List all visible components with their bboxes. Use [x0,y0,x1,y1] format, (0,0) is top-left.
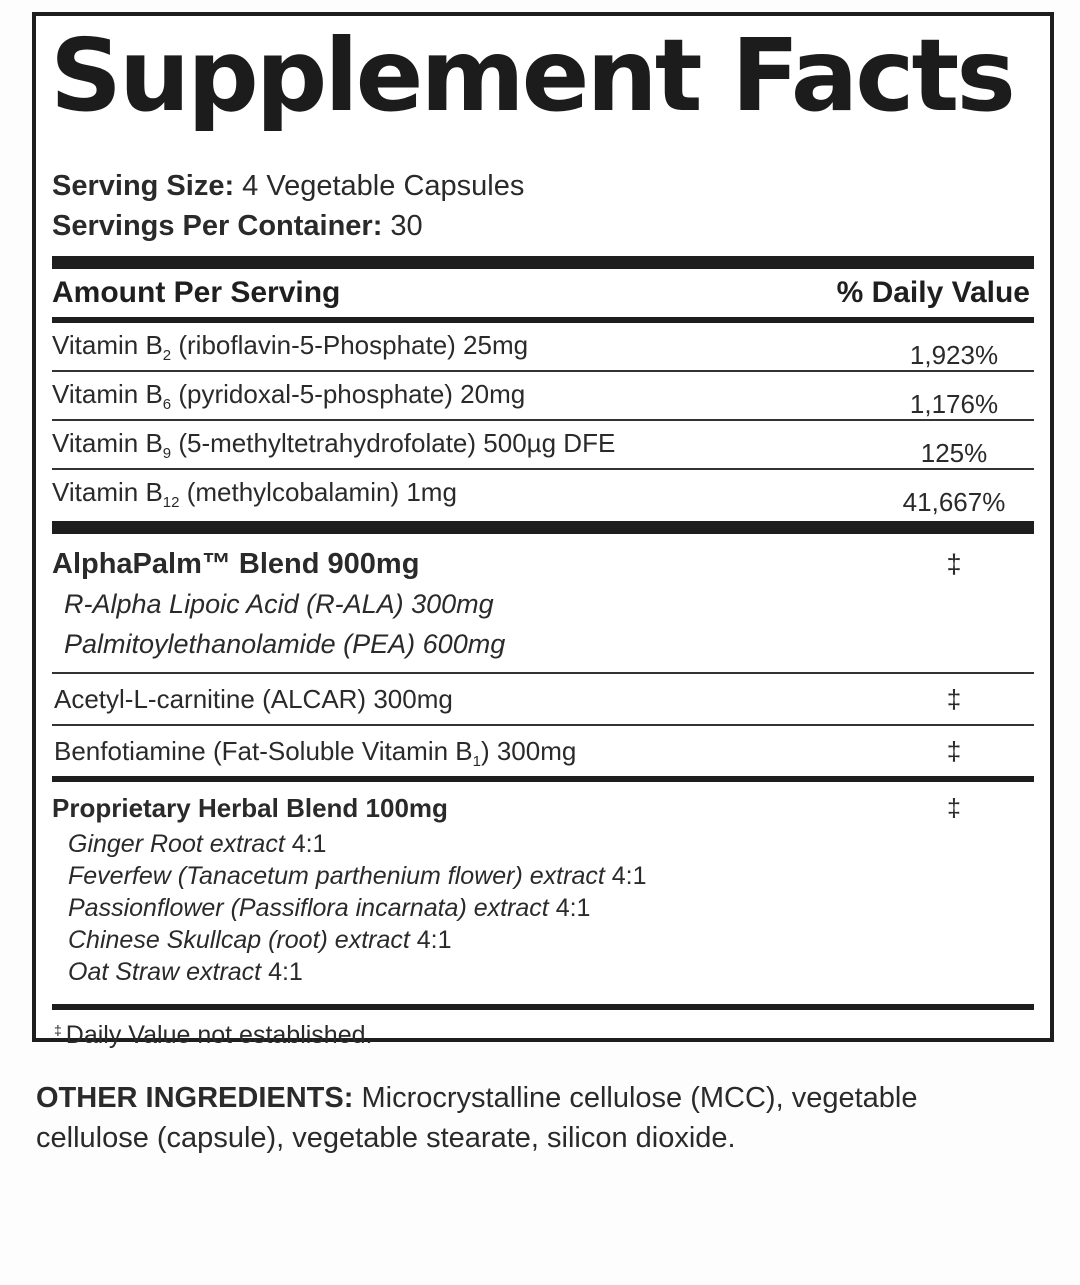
nutrient-daily-value: 41,667% [902,487,1006,517]
amount-per-serving-header: Amount Per Serving [52,276,341,309]
nutrient-row-b9 [52,421,1034,468]
nutrient-name: Vitamin $B_2$ (riboflavin-5-Phosphate) 25mg [52,330,529,364]
dagger-mark: ‡ [946,549,962,579]
nutrient-row-b12 [52,470,1034,517]
nutrient-row-b2 [52,323,1034,370]
servings-per-container-label: Servings Per Container: [52,210,383,242]
herbal-ingredient: Feverfew (Tanacetum parthenium flower) extract 4:1 [68,862,647,890]
serving-info [52,166,1034,246]
serving-size-value: 4 Vegetable Capsules [234,170,525,202]
herbal-blend-name: Proprietary Herbal Blend 100mg [52,793,448,823]
supplement-facts-panel [32,12,1054,1049]
nutrient-daily-value: 125% [920,438,988,468]
other-ingredients-text: Microcrystalline cellulose (MCC), vegetable cellulose (capsule), vegetable stearate, silicon dioxide. [36,1082,918,1154]
nutrient-name: Vitamin $B_9$ (5-methyltetrahydrofolate) 500µg DFE [52,428,616,462]
other-ingredients [36,1078,1036,1158]
blend-ingredient: R-Alpha Lipoic Acid (R-ALA) 300mg [64,589,494,619]
herbal-ingredient: Oat Straw extract 4:1 [68,958,303,986]
alcar-row [52,674,1034,724]
nutrient-daily-value: 1,923% [909,340,999,370]
benfotiamine-row [52,726,1034,776]
other-ingredients-label: OTHER INGREDIENTS: [36,1082,354,1114]
alphapalm-blend [52,544,505,664]
serving-size-label: Serving Size: [52,170,235,202]
nutrient-daily-value: 1,176% [909,389,999,419]
herbal-ingredient: Passionflower (Passiflora incarnata) extract 4:1 [68,894,591,922]
servings-per-container [52,206,1034,246]
nutrient-row-b6 [52,372,1034,419]
footnote-symbol: ‡ [54,1022,62,1038]
alphapalm-blend-row [52,534,1034,672]
herbal-ingredient: Ginger Root extract 4:1 [68,830,327,858]
daily-value-header: % Daily Value [836,276,1030,309]
herbal-ingredient: Chinese Skullcap (root) extract 4:1 [68,926,452,954]
alphapalm-blend-name: AlphaPalm™ Blend 900mg [52,548,420,580]
nutrient-name: Vitamin $B_{12}$ (methylcobalamin) 1mg [52,477,457,511]
servings-per-container-value: 30 [382,210,423,242]
dagger-mark: ‡ [947,794,961,822]
panel-title: Supplement Facts [50,17,1013,134]
divider-thick [52,521,1034,534]
nutrient-name: Vitamin $B_6$ (pyridoxal-5-phosphate) 20mg [52,379,526,413]
footnote [52,1010,1034,1060]
serving-size [52,166,1034,206]
herbal-blend [52,788,647,988]
benfotiamine-name: Benfotiamine (Fat-Soluble Vitamin $B_1$) 300mg [54,736,577,770]
blend-ingredient: Palmitoylethanolamide (PEA) 600mg [64,629,506,659]
dagger-mark: ‡ [946,684,962,714]
dagger-mark: ‡ [946,736,962,766]
herbal-blend-row [52,782,1034,1004]
divider-thick [52,256,1034,269]
footnote-text: Daily Value not established. [65,1021,373,1049]
column-header-row [52,269,1034,317]
alcar-name: Acetyl-L-carnitine (ALCAR) 300mg [54,684,453,714]
